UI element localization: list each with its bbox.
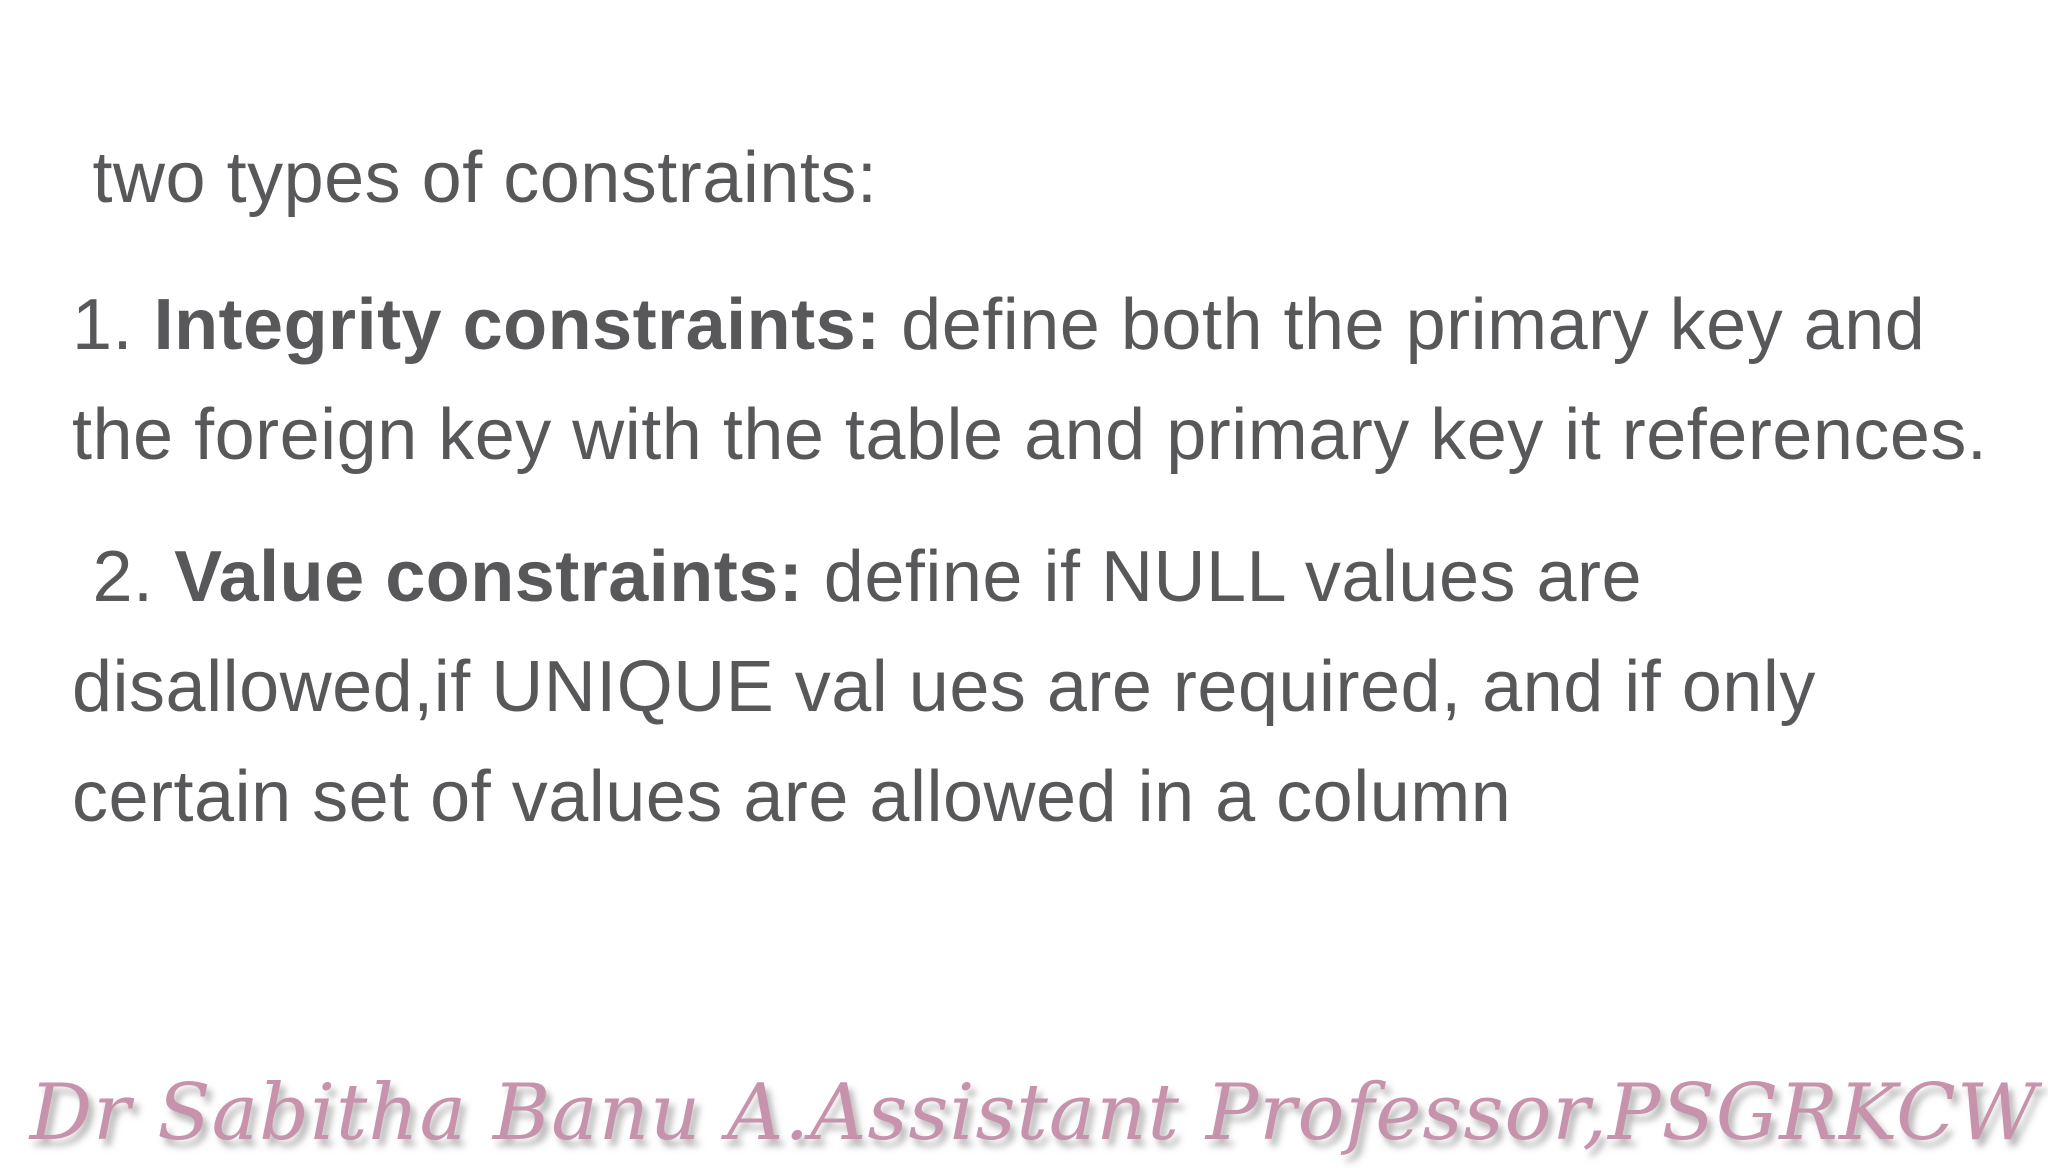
list-item-value	[72, 522, 2012, 852]
item-term: Integrity constraints:	[153, 285, 881, 365]
item-term: Value constraints:	[174, 537, 804, 617]
item-description: define if NULL values are disallowed,if UNIQUE val ues are required, and if only certain set of values are allowed in a column	[72, 537, 1837, 837]
list-item-integrity	[72, 270, 2012, 490]
item-number: 1.	[72, 285, 154, 365]
intro-line: two types of constraints:	[72, 138, 878, 218]
item-description: define both the primary key and the foreign key with the table and primary key it references.	[72, 285, 1988, 475]
item-number: 2.	[72, 537, 175, 617]
watermark-signature: Dr Sabitha Banu A.Assistant Professor,PSGRKCW	[29, 1068, 2038, 1158]
